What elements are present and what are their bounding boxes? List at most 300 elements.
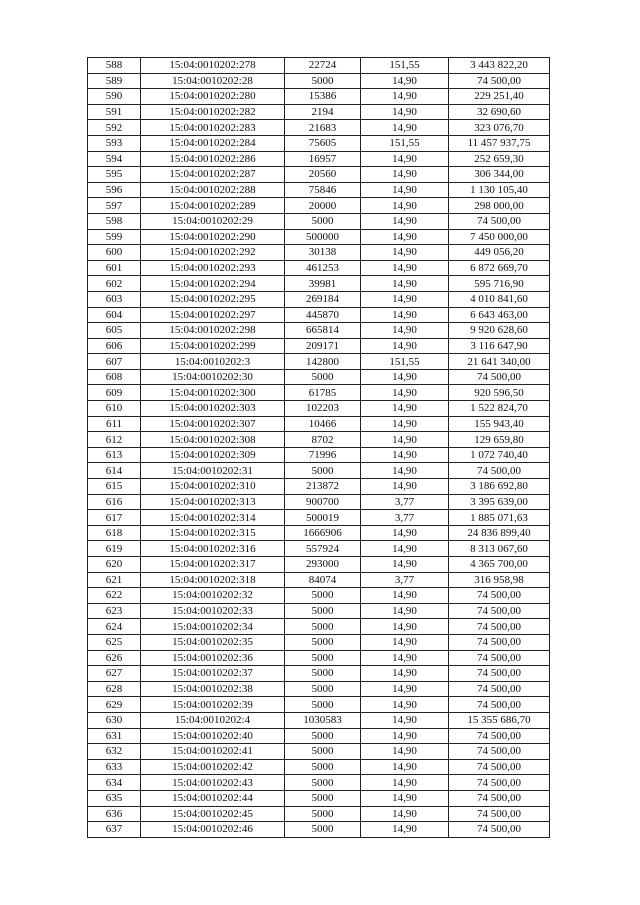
table-row: [88, 557, 550, 573]
table-row: [88, 291, 550, 307]
value-cell: 74 500,00: [449, 73, 550, 89]
area-cell: 5000: [285, 369, 361, 385]
row-number-cell: 626: [88, 650, 141, 666]
value-cell: 74 500,00: [449, 650, 550, 666]
rate-cell: 14,90: [361, 182, 449, 198]
row-number-cell: 607: [88, 354, 141, 370]
table-row: [88, 728, 550, 744]
area-cell: 5000: [285, 213, 361, 229]
value-cell: 74 500,00: [449, 744, 550, 760]
row-number-cell: 630: [88, 712, 141, 728]
value-cell: 21 641 340,00: [449, 354, 550, 370]
rate-cell: 3,77: [361, 494, 449, 510]
value-cell: 1 885 071,63: [449, 510, 550, 526]
cadastral-number-cell: 15:04:0010202:294: [141, 276, 285, 292]
value-cell: 4 010 841,60: [449, 291, 550, 307]
value-cell: 155 943,40: [449, 416, 550, 432]
area-cell: 75846: [285, 182, 361, 198]
area-cell: 15386: [285, 89, 361, 105]
row-number-cell: 613: [88, 447, 141, 463]
area-cell: 5000: [285, 634, 361, 650]
rate-cell: 14,90: [361, 167, 449, 183]
table-row: [88, 416, 550, 432]
area-cell: 71996: [285, 447, 361, 463]
value-cell: 595 716,90: [449, 276, 550, 292]
area-cell: 20560: [285, 167, 361, 183]
area-cell: 5000: [285, 806, 361, 822]
cadastral-number-cell: 15:04:0010202:299: [141, 338, 285, 354]
row-number-cell: 627: [88, 666, 141, 682]
row-number-cell: 596: [88, 182, 141, 198]
rate-cell: 14,90: [361, 229, 449, 245]
rate-cell: 14,90: [361, 416, 449, 432]
rate-cell: 14,90: [361, 619, 449, 635]
row-number-cell: 606: [88, 338, 141, 354]
row-number-cell: 589: [88, 73, 141, 89]
cadastral-number-cell: 15:04:0010202:290: [141, 229, 285, 245]
rate-cell: 14,90: [361, 666, 449, 682]
area-cell: 461253: [285, 260, 361, 276]
table-row: [88, 120, 550, 136]
area-cell: 5000: [285, 744, 361, 760]
cadastral-number-cell: 15:04:0010202:32: [141, 588, 285, 604]
rate-cell: 3,77: [361, 572, 449, 588]
rate-cell: 14,90: [361, 213, 449, 229]
table-row: [88, 182, 550, 198]
table-row: [88, 712, 550, 728]
value-cell: 74 500,00: [449, 666, 550, 682]
cadastral-number-cell: 15:04:0010202:43: [141, 775, 285, 791]
area-cell: 269184: [285, 291, 361, 307]
row-number-cell: 629: [88, 697, 141, 713]
area-cell: 5000: [285, 650, 361, 666]
rate-cell: 14,90: [361, 151, 449, 167]
cadastral-number-cell: 15:04:0010202:284: [141, 135, 285, 151]
cadastral-number-cell: 15:04:0010202:316: [141, 541, 285, 557]
value-cell: 74 500,00: [449, 775, 550, 791]
table-row: [88, 759, 550, 775]
table-row: [88, 229, 550, 245]
cadastral-number-cell: 15:04:0010202:287: [141, 167, 285, 183]
area-cell: 30138: [285, 245, 361, 261]
cadastral-number-cell: 15:04:0010202:307: [141, 416, 285, 432]
row-number-cell: 590: [88, 89, 141, 105]
value-cell: 6 643 463,00: [449, 307, 550, 323]
rate-cell: 14,90: [361, 447, 449, 463]
area-cell: 5000: [285, 619, 361, 635]
cadastral-number-cell: 15:04:0010202:38: [141, 681, 285, 697]
table-row: [88, 510, 550, 526]
area-cell: 500019: [285, 510, 361, 526]
rate-cell: 14,90: [361, 369, 449, 385]
cadastral-number-cell: 15:04:0010202:295: [141, 291, 285, 307]
rate-cell: 14,90: [361, 822, 449, 838]
table-row: [88, 307, 550, 323]
value-cell: 3 443 822,20: [449, 58, 550, 74]
row-number-cell: 616: [88, 494, 141, 510]
rate-cell: 14,90: [361, 89, 449, 105]
cadastral-number-cell: 15:04:0010202:313: [141, 494, 285, 510]
rate-cell: 14,90: [361, 775, 449, 791]
row-number-cell: 615: [88, 479, 141, 495]
cadastral-number-cell: 15:04:0010202:37: [141, 666, 285, 682]
rate-cell: 14,90: [361, 681, 449, 697]
row-number-cell: 597: [88, 198, 141, 214]
value-cell: 1 130 105,40: [449, 182, 550, 198]
value-cell: 4 365 700,00: [449, 557, 550, 573]
rate-cell: 14,90: [361, 603, 449, 619]
cadastral-number-cell: 15:04:0010202:31: [141, 463, 285, 479]
value-cell: 74 500,00: [449, 728, 550, 744]
area-cell: 2194: [285, 104, 361, 120]
value-cell: 74 500,00: [449, 759, 550, 775]
cadastral-number-cell: 15:04:0010202:315: [141, 525, 285, 541]
row-number-cell: 598: [88, 213, 141, 229]
row-number-cell: 631: [88, 728, 141, 744]
cadastral-number-cell: 15:04:0010202:300: [141, 385, 285, 401]
cadastral-number-cell: 15:04:0010202:278: [141, 58, 285, 74]
cadastral-number-cell: 15:04:0010202:309: [141, 447, 285, 463]
table-row: [88, 650, 550, 666]
cadastral-number-cell: 15:04:0010202:298: [141, 323, 285, 339]
table-body: [88, 58, 550, 838]
row-number-cell: 621: [88, 572, 141, 588]
rate-cell: 14,90: [361, 120, 449, 136]
row-number-cell: 599: [88, 229, 141, 245]
rate-cell: 14,90: [361, 588, 449, 604]
table-row: [88, 260, 550, 276]
row-number-cell: 620: [88, 557, 141, 573]
rate-cell: 14,90: [361, 557, 449, 573]
rate-cell: 14,90: [361, 432, 449, 448]
cadastral-number-cell: 15:04:0010202:293: [141, 260, 285, 276]
table-row: [88, 447, 550, 463]
row-number-cell: 619: [88, 541, 141, 557]
cadastral-number-cell: 15:04:0010202:297: [141, 307, 285, 323]
area-cell: 75605: [285, 135, 361, 151]
area-cell: 557924: [285, 541, 361, 557]
row-number-cell: 600: [88, 245, 141, 261]
cadastral-number-cell: 15:04:0010202:286: [141, 151, 285, 167]
table-row: [88, 775, 550, 791]
area-cell: 22724: [285, 58, 361, 74]
table-row: [88, 73, 550, 89]
row-number-cell: 602: [88, 276, 141, 292]
row-number-cell: 634: [88, 775, 141, 791]
cadastral-number-cell: 15:04:0010202:308: [141, 432, 285, 448]
table-row: [88, 385, 550, 401]
row-number-cell: 592: [88, 120, 141, 136]
table-row: [88, 167, 550, 183]
value-cell: 252 659,30: [449, 151, 550, 167]
table-row: [88, 790, 550, 806]
row-number-cell: 603: [88, 291, 141, 307]
cadastral-number-cell: 15:04:0010202:46: [141, 822, 285, 838]
rate-cell: 14,90: [361, 307, 449, 323]
area-cell: 142800: [285, 354, 361, 370]
cadastral-number-cell: 15:04:0010202:42: [141, 759, 285, 775]
table-row: [88, 276, 550, 292]
table-row: [88, 681, 550, 697]
cadastral-number-cell: 15:04:0010202:35: [141, 634, 285, 650]
area-cell: 209171: [285, 338, 361, 354]
cadastral-number-cell: 15:04:0010202:36: [141, 650, 285, 666]
rate-cell: 14,90: [361, 291, 449, 307]
row-number-cell: 618: [88, 525, 141, 541]
value-cell: 74 500,00: [449, 603, 550, 619]
rate-cell: 14,90: [361, 323, 449, 339]
area-cell: 5000: [285, 790, 361, 806]
rate-cell: 14,90: [361, 806, 449, 822]
value-cell: 32 690,60: [449, 104, 550, 120]
area-cell: 5000: [285, 697, 361, 713]
row-number-cell: 594: [88, 151, 141, 167]
table-row: [88, 58, 550, 74]
area-cell: 1030583: [285, 712, 361, 728]
row-number-cell: 609: [88, 385, 141, 401]
value-cell: 8 313 067,60: [449, 541, 550, 557]
cadastral-number-cell: 15:04:0010202:33: [141, 603, 285, 619]
row-number-cell: 608: [88, 369, 141, 385]
table-row: [88, 463, 550, 479]
table-row: [88, 619, 550, 635]
table-row: [88, 323, 550, 339]
area-cell: 445870: [285, 307, 361, 323]
cadastral-number-cell: 15:04:0010202:29: [141, 213, 285, 229]
row-number-cell: 610: [88, 401, 141, 417]
value-cell: 74 500,00: [449, 463, 550, 479]
value-cell: 3 395 639,00: [449, 494, 550, 510]
row-number-cell: 611: [88, 416, 141, 432]
value-cell: 74 500,00: [449, 213, 550, 229]
row-number-cell: 628: [88, 681, 141, 697]
area-cell: 665814: [285, 323, 361, 339]
cadastral-number-cell: 15:04:0010202:289: [141, 198, 285, 214]
value-cell: 306 344,00: [449, 167, 550, 183]
value-cell: 229 251,40: [449, 89, 550, 105]
rate-cell: 14,90: [361, 401, 449, 417]
value-cell: 9 920 628,60: [449, 323, 550, 339]
area-cell: 5000: [285, 728, 361, 744]
table-row: [88, 822, 550, 838]
table-row: [88, 104, 550, 120]
area-cell: 21683: [285, 120, 361, 136]
rate-cell: 14,90: [361, 198, 449, 214]
area-cell: 293000: [285, 557, 361, 573]
value-cell: 74 500,00: [449, 822, 550, 838]
table-row: [88, 401, 550, 417]
cadastral-number-cell: 15:04:0010202:282: [141, 104, 285, 120]
cadastral-number-cell: 15:04:0010202:318: [141, 572, 285, 588]
value-cell: 24 836 899,40: [449, 525, 550, 541]
table-row: [88, 572, 550, 588]
table-row: [88, 806, 550, 822]
area-cell: 500000: [285, 229, 361, 245]
value-cell: 1 072 740,40: [449, 447, 550, 463]
rate-cell: 14,90: [361, 245, 449, 261]
table-row: [88, 151, 550, 167]
row-number-cell: 632: [88, 744, 141, 760]
row-number-cell: 636: [88, 806, 141, 822]
value-cell: 316 958,98: [449, 572, 550, 588]
row-number-cell: 595: [88, 167, 141, 183]
rate-cell: 151,55: [361, 58, 449, 74]
cadastral-number-cell: 15:04:0010202:317: [141, 557, 285, 573]
area-cell: 1666906: [285, 525, 361, 541]
table-row: [88, 525, 550, 541]
area-cell: 5000: [285, 681, 361, 697]
value-cell: 74 500,00: [449, 369, 550, 385]
row-number-cell: 635: [88, 790, 141, 806]
value-cell: 3 116 647,90: [449, 338, 550, 354]
rate-cell: 14,90: [361, 634, 449, 650]
table-row: [88, 198, 550, 214]
row-number-cell: 612: [88, 432, 141, 448]
cadastral-number-cell: 15:04:0010202:41: [141, 744, 285, 760]
value-cell: 74 500,00: [449, 697, 550, 713]
area-cell: 900700: [285, 494, 361, 510]
table-row: [88, 666, 550, 682]
row-number-cell: 624: [88, 619, 141, 635]
rate-cell: 14,90: [361, 541, 449, 557]
row-number-cell: 604: [88, 307, 141, 323]
cadastral-number-cell: 15:04:0010202:39: [141, 697, 285, 713]
value-cell: 298 000,00: [449, 198, 550, 214]
row-number-cell: 617: [88, 510, 141, 526]
table-row: [88, 369, 550, 385]
cadastral-number-cell: 15:04:0010202:288: [141, 182, 285, 198]
value-cell: 3 186 692,80: [449, 479, 550, 495]
value-cell: 74 500,00: [449, 588, 550, 604]
table-row: [88, 354, 550, 370]
table-row: [88, 135, 550, 151]
cadastral-number-cell: 15:04:0010202:40: [141, 728, 285, 744]
table-row: [88, 634, 550, 650]
cadastral-number-cell: 15:04:0010202:283: [141, 120, 285, 136]
rate-cell: 14,90: [361, 463, 449, 479]
rate-cell: 14,90: [361, 525, 449, 541]
cadastral-number-cell: 15:04:0010202:28: [141, 73, 285, 89]
area-cell: 5000: [285, 73, 361, 89]
cadastral-number-cell: 15:04:0010202:280: [141, 89, 285, 105]
area-cell: 16957: [285, 151, 361, 167]
area-cell: 5000: [285, 603, 361, 619]
value-cell: 6 872 669,70: [449, 260, 550, 276]
rate-cell: 14,90: [361, 260, 449, 276]
value-cell: 129 659,80: [449, 432, 550, 448]
area-cell: 102203: [285, 401, 361, 417]
table-row: [88, 744, 550, 760]
row-number-cell: 637: [88, 822, 141, 838]
rate-cell: 14,90: [361, 759, 449, 775]
table-row: [88, 494, 550, 510]
table-row: [88, 697, 550, 713]
table-row: [88, 603, 550, 619]
row-number-cell: 605: [88, 323, 141, 339]
rate-cell: 151,55: [361, 135, 449, 151]
cadastral-number-cell: 15:04:0010202:34: [141, 619, 285, 635]
rate-cell: 14,90: [361, 790, 449, 806]
area-cell: 8702: [285, 432, 361, 448]
row-number-cell: 591: [88, 104, 141, 120]
cadastral-value-table: [87, 57, 550, 838]
rate-cell: 14,90: [361, 479, 449, 495]
rate-cell: 14,90: [361, 728, 449, 744]
value-cell: 7 450 000,00: [449, 229, 550, 245]
value-cell: 74 500,00: [449, 681, 550, 697]
rate-cell: 14,90: [361, 385, 449, 401]
value-cell: 74 500,00: [449, 790, 550, 806]
rate-cell: 14,90: [361, 73, 449, 89]
area-cell: 5000: [285, 463, 361, 479]
area-cell: 10466: [285, 416, 361, 432]
table-row: [88, 338, 550, 354]
table-row: [88, 432, 550, 448]
area-cell: 213872: [285, 479, 361, 495]
row-number-cell: 588: [88, 58, 141, 74]
table-row: [88, 245, 550, 261]
table-row: [88, 89, 550, 105]
area-cell: 5000: [285, 822, 361, 838]
cadastral-number-cell: 15:04:0010202:3: [141, 354, 285, 370]
cadastral-number-cell: 15:04:0010202:45: [141, 806, 285, 822]
table-row: [88, 588, 550, 604]
cadastral-number-cell: 15:04:0010202:303: [141, 401, 285, 417]
area-cell: 5000: [285, 775, 361, 791]
row-number-cell: 622: [88, 588, 141, 604]
rate-cell: 14,90: [361, 697, 449, 713]
cadastral-number-cell: 15:04:0010202:30: [141, 369, 285, 385]
rate-cell: 14,90: [361, 744, 449, 760]
rate-cell: 14,90: [361, 104, 449, 120]
row-number-cell: 625: [88, 634, 141, 650]
rate-cell: 3,77: [361, 510, 449, 526]
rate-cell: 151,55: [361, 354, 449, 370]
document-page: [87, 57, 544, 838]
value-cell: 449 056,20: [449, 245, 550, 261]
row-number-cell: 633: [88, 759, 141, 775]
area-cell: 5000: [285, 666, 361, 682]
rate-cell: 14,90: [361, 650, 449, 666]
row-number-cell: 623: [88, 603, 141, 619]
row-number-cell: 614: [88, 463, 141, 479]
value-cell: 920 596,50: [449, 385, 550, 401]
table-row: [88, 213, 550, 229]
cadastral-number-cell: 15:04:0010202:310: [141, 479, 285, 495]
cadastral-number-cell: 15:04:0010202:292: [141, 245, 285, 261]
cadastral-number-cell: 15:04:0010202:4: [141, 712, 285, 728]
value-cell: 1 522 824,70: [449, 401, 550, 417]
row-number-cell: 601: [88, 260, 141, 276]
area-cell: 5000: [285, 759, 361, 775]
value-cell: 15 355 686,70: [449, 712, 550, 728]
area-cell: 20000: [285, 198, 361, 214]
cadastral-number-cell: 15:04:0010202:314: [141, 510, 285, 526]
value-cell: 74 500,00: [449, 806, 550, 822]
table-row: [88, 479, 550, 495]
rate-cell: 14,90: [361, 712, 449, 728]
value-cell: 74 500,00: [449, 634, 550, 650]
rate-cell: 14,90: [361, 338, 449, 354]
table-row: [88, 541, 550, 557]
row-number-cell: 593: [88, 135, 141, 151]
rate-cell: 14,90: [361, 276, 449, 292]
area-cell: 39981: [285, 276, 361, 292]
area-cell: 61785: [285, 385, 361, 401]
area-cell: 84074: [285, 572, 361, 588]
cadastral-number-cell: 15:04:0010202:44: [141, 790, 285, 806]
value-cell: 11 457 937,75: [449, 135, 550, 151]
